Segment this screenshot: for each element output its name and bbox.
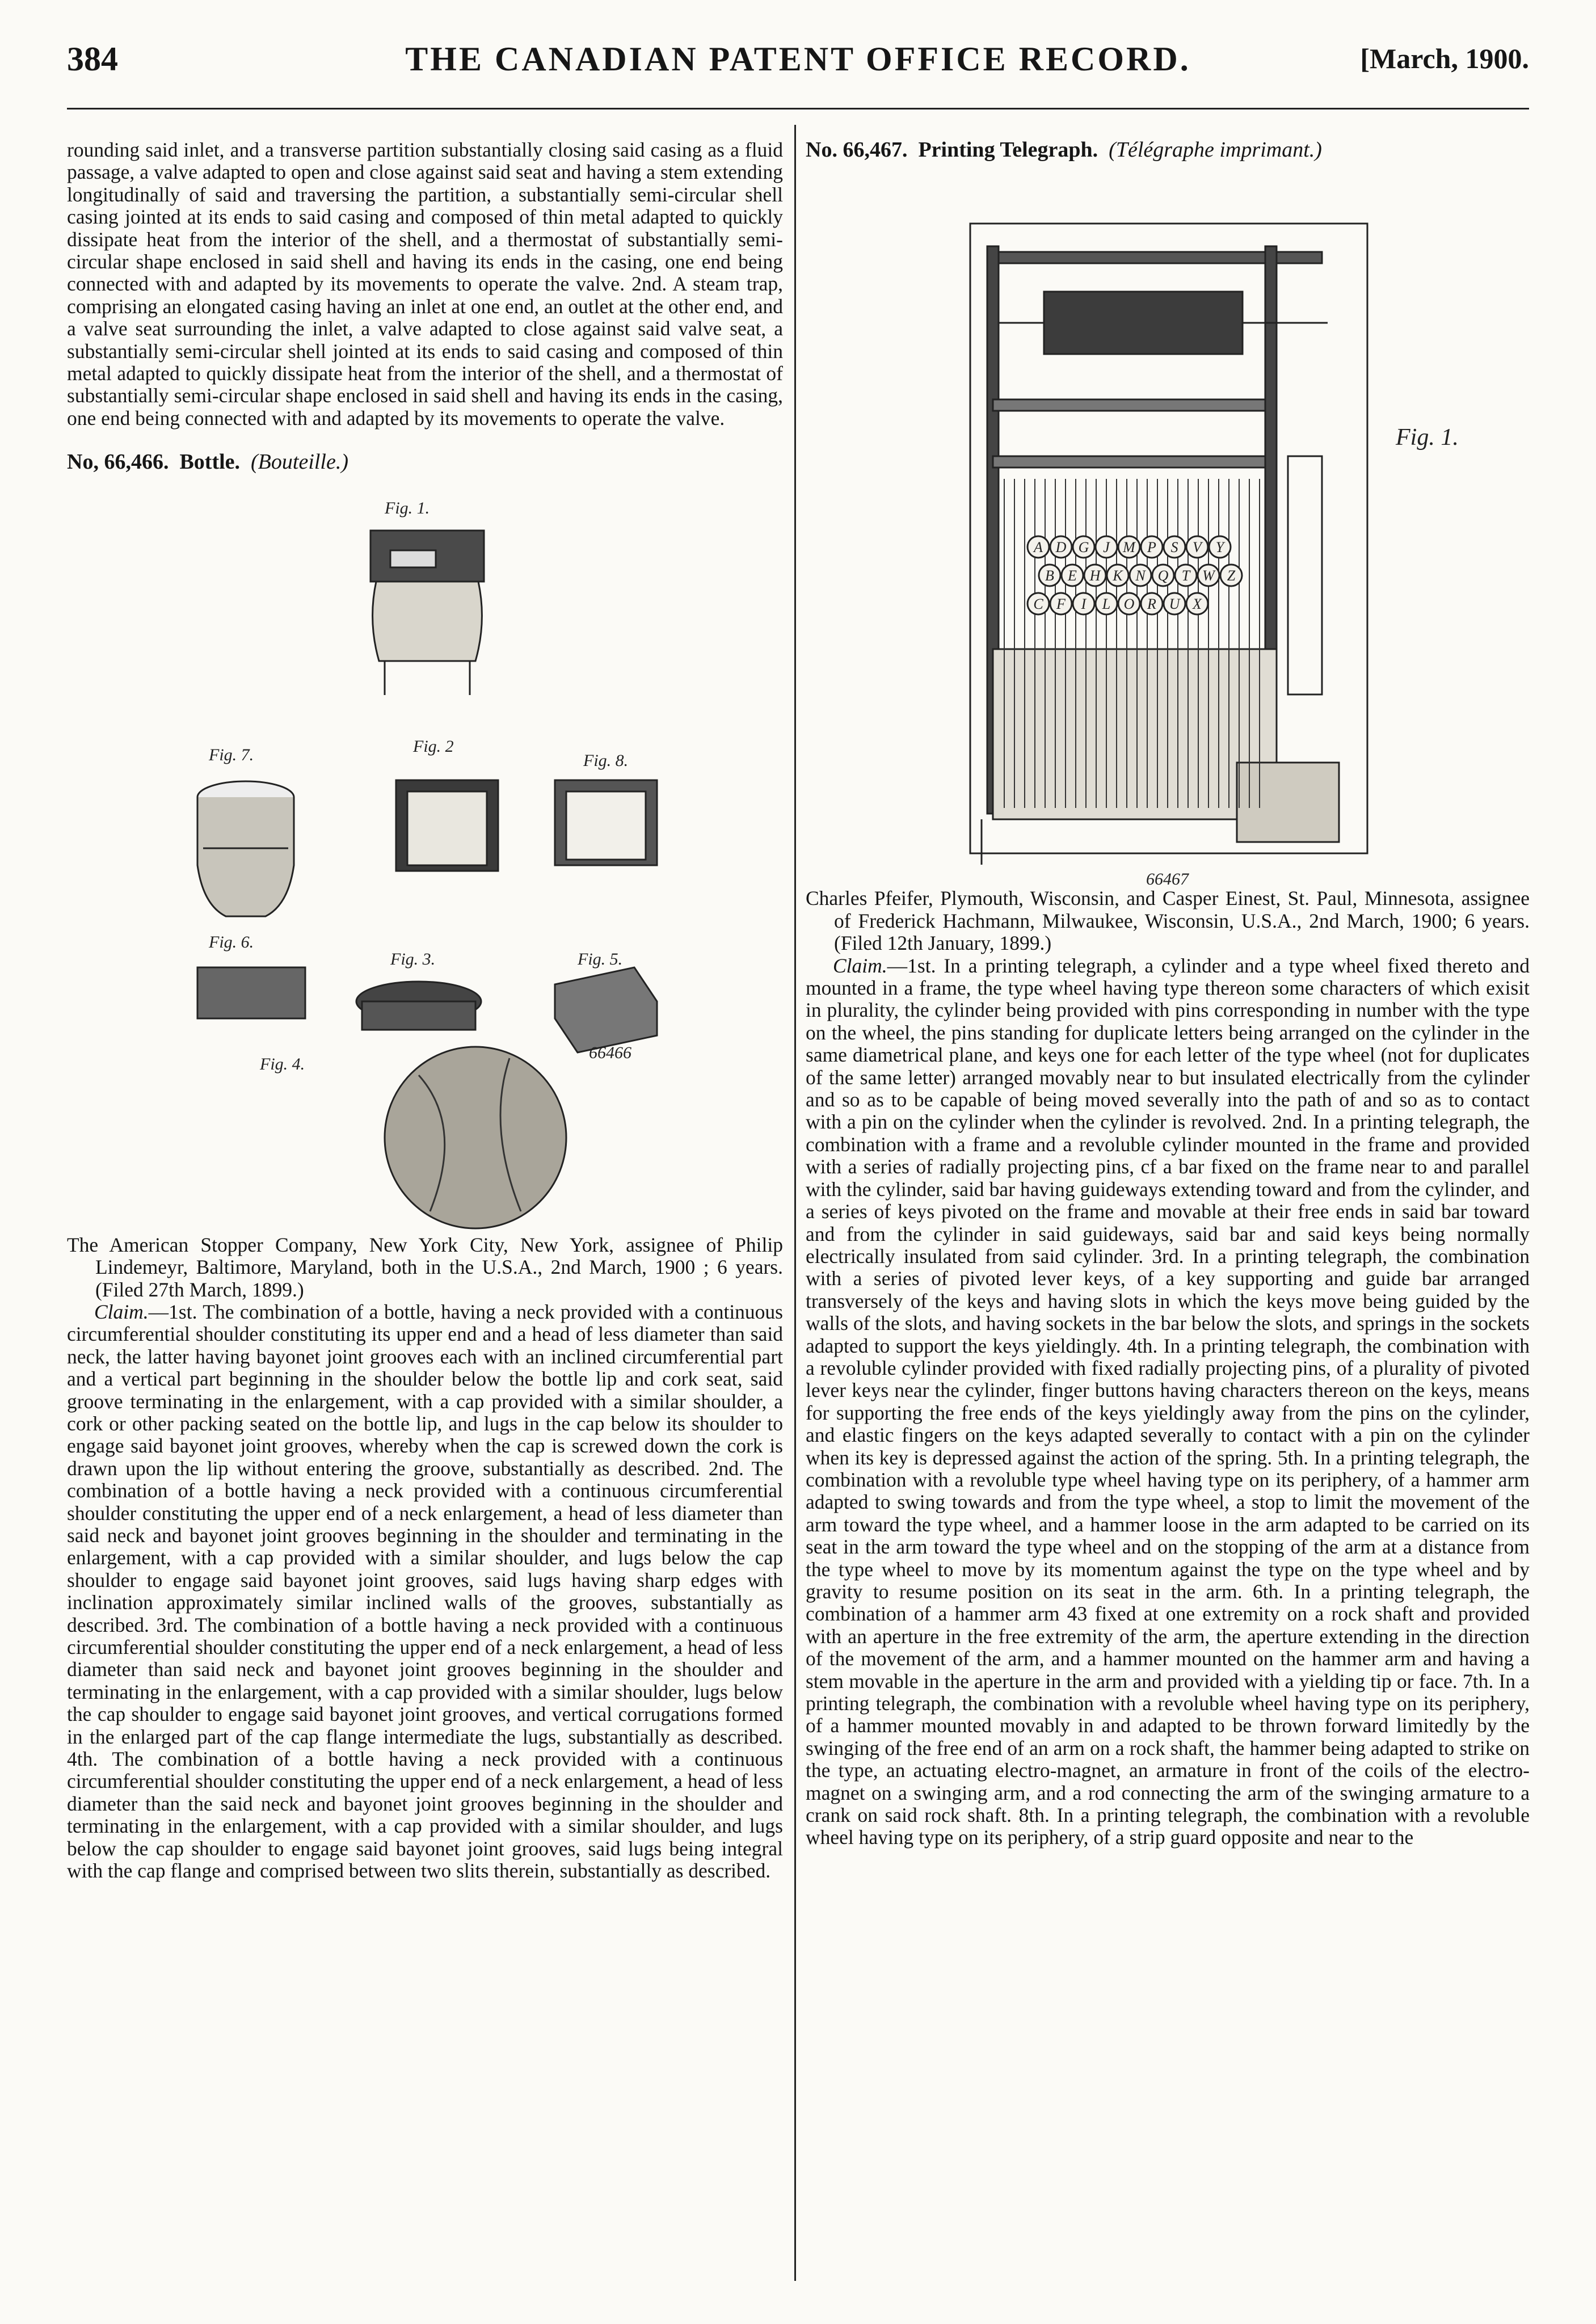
figure-serial: 66466: [589, 1043, 631, 1062]
fig-3-label: Fig. 3.: [390, 949, 436, 969]
key-letter: S: [1170, 539, 1178, 556]
figure-serial: 66467: [1146, 870, 1189, 888]
right-column: [806, 139, 1530, 1849]
key-letter: N: [1135, 567, 1146, 584]
key-letter: B: [1045, 567, 1054, 584]
key-letter: W: [1202, 567, 1215, 584]
claim-text: —1st. In a printing telegraph, a cylinder and a type wheel fixed thereto and mounted in a frame, the type wheel having type thereon some characters of which exisit in plurality, the cylinder being provided with pins corresponding in number with the type on the wheel, the pins standing for duplicate letters being arranged on the cylinder in the same diametrical plane, and keys one for each letter of the type wheel (not for duplicates of the same letter) arranged movably near to but insulated electrically from the cylinder and so as to be capable of being moved severally into the path of and so as to contact with a pin on the cylinder when the cylinder is revolved. 2nd. In a printing telegraph, the combination with a frame and a revoluble cylinder mounted in the frame and provided with a series of radially projecting pins, cf a bar fixed on the frame near to and parallel with the cylinder, said bar having guideways extending toward and from the cylinder, and a series of keys pivoted on the frame and movable at their free ends in said bar toward and from the cylinder in said guideways, said bar and said keys being normally electrically insulated from said cylinder. 3rd. In a printing telegraph, the combination with a series of pivoted lever keys, of a key supporting and guide bar arranged transversely of the keys and having slots in which the keys move being guided by the walls of the slots, and having sockets in the bar below the slots, and springs in the sockets adapted to support the keys yieldingly. 4th. In a printing telegraph, the combination with a revoluble cylinder provided with fixed radially projecting pins, of a plurality of pivoted lever keys near the cylinder, finger buttons having characters thereon on the keys, means for supporting the free ends of the keys yieldingly away from the pins on the cylinder, and elastic fingers on the keys adapted severally to contact with a pin on the cylinder when its key is depressed against the action of the spring. 5th. In a printing telegraph, the combination with a revoluble type wheel having type on its periphery, of a hammer arm adapted to swing towards and from the type wheel, a stop to limit the movement of the arm toward the type wheel, and a hammer loose in the arm adapted to be carried on its seat in the arm toward the type wheel and on the stopping of the arm at a distance from the type wheel to move by its momentum against the type on the type wheel and by gravity to resume position on its seat in the arm. 6th. In a printing telegraph, the combination of a hammer arm 43 fixed at one extremity on a rock shaft and provided with an aperture in the free extremity of the arm, the aperture extending in the direction of the movement of the arm, and a hammer mounted on the hammer arm and having a stem movable in the aperture in the arm and provided with a yielding tip or face. 7th. In a printing telegraph, the combination with a revoluble wheel having type on its periphery, of a hammer mounted movably in and adapted to be thrown forward limitedly by the swinging of the free end of an arm on a rock shaft, the hammer being adapted to strike on the type, an actuating electro-magnet, an armature in front of the coils of the electro-magnet on a swinging arm, and a rod connecting the arm of the swinging armature to a crank on said rock shaft. 8th. In a printing telegraph, the combination with a revoluble wheel having type on its periphery, of a strip guard opposite and near to the: [806, 954, 1530, 1849]
key-letter: V: [1193, 539, 1202, 556]
key-letter: I: [1081, 596, 1087, 613]
patent-title: Bottle.: [179, 450, 241, 474]
key-letter: M: [1123, 539, 1135, 556]
key-letter: R: [1147, 596, 1156, 613]
key-letter: X: [1193, 596, 1202, 613]
key-letter: K: [1113, 567, 1123, 584]
fig-1-label: Fig. 1.: [1396, 424, 1459, 451]
claim-label: Claim.: [94, 1300, 149, 1323]
fig-8-label: Fig. 8.: [583, 751, 629, 770]
patent-french-title: (Bouteille.): [251, 450, 349, 474]
issue-date: [March, 1900.: [1360, 43, 1529, 74]
column-divider: [794, 125, 796, 2281]
claim-label: Claim.: [833, 954, 887, 977]
claims-66466: [67, 1301, 783, 1883]
key-letter: G: [1078, 539, 1089, 556]
header-rule: [67, 108, 1529, 110]
fig-5-label: Fig. 5.: [578, 949, 623, 969]
key-letter: C: [1033, 596, 1043, 613]
bottle-drawing: [67, 474, 783, 1234]
bottle-figure: [67, 474, 783, 1234]
assignee-66467: Charles Pfeifer, Plymouth, Wisconsin, and Casper Einest, St. Paul, Minnesota, assignee of Frederick Hachmann, Milwaukee, Wisconsin, U.S.A., 2nd March, 1900; 6 years. (Filed 12th January, 1899.): [806, 887, 1530, 955]
key-letter: J: [1103, 539, 1110, 556]
key-letter: Q: [1157, 567, 1169, 584]
key-letter: D: [1055, 539, 1067, 556]
telegraph-drawing: [806, 161, 1530, 887]
fig-6-label: Fig. 6.: [209, 932, 254, 952]
publication-title: THE CANADIAN PATENT OFFICE RECORD.: [405, 40, 1191, 78]
key-letter: P: [1147, 539, 1156, 556]
key-letter: O: [1123, 596, 1135, 613]
key-letter: Y: [1215, 539, 1224, 556]
key-letter: H: [1089, 567, 1101, 584]
left-column: [67, 139, 783, 1882]
fig-4-label: Fig. 4.: [260, 1054, 305, 1073]
key-letter: Z: [1227, 567, 1236, 584]
continuation-text: rounding said inlet, and a transverse partition substantially closing said casing as a fluid passage, a valve adapted to open and close against said seat and having a stem extending longitudinally of said and traversing the partition, a substantially semi-circular shell casing jointed at its ends to said casing and composed of thin metal adapted to quickly dissipate heat from the interior of the shell, and a thermostat of substantially semi-circular shape enclosed in said shell and having its ends in the casing, one end being connected with and adapted by its movements to operate the valve. 2nd. A steam trap, comprising an elongated casing having an inlet at one end, an outlet at the other end, and a valve seat surrounding the inlet, a valve adapted to close against said valve seat, a substantially semi-circular shell jointed at its ends to said casing and composed of thin metal adapted to quickly dissipate heat from the interior of the shell, and a thermostat of substantially semi-circular shape enclosed in said shell and having its ends in the casing, one end being connected with and adapted by its movements to operate the valve.: [67, 138, 783, 430]
key-letter: A: [1034, 539, 1043, 556]
claim-text: —1st. The combination of a bottle, having a neck provided with a continuous circumferential shoulder constituting its upper end and a head of less diameter than said neck, the latter having bayonet joint grooves each with an inclined circumferential part and a vertical part beginning in the shoulder below the bottle lip and cork seat, said groove terminating in the enlargement, with a cap provided with a similar shoulder, a cork or other packing seated on the bottle lip, and lugs in the cap below its shoulder to engage said bayonet joint grooves, whereby when the cap is screwed down the cork is drawn upon the lip without entering the groove, substantially as described. 2nd. The combination of a bottle having a neck provided with a continuous circumferential shoulder constituting the upper end of a neck enlargement, a head of less diameter than said neck and bayonet joint grooves beginning in the shoulder and terminating in the enlargement, with a cap provided with a similar shoulder, and lugs below the cap shoulder to engage said bayonet joint grooves, said lugs having sharp edges with inclination approximately similar inclined walls of the grooves, substantially as described. 3rd. The combination of a bottle having a neck provided with a continuous circumferential shoulder constituting the upper end of a neck enlargement, a head of less diameter than said neck and bayonet joint grooves beginning in the shoulder and terminating in the enlargement, with a cap provided with a similar shoulder, lugs below the cap shoulder to engage said bayonet joint grooves, and vertical corrugations formed in the enlarged part of the cap flange intermediate the lugs, substantially as described. 4th. The combination of a bottle having a neck provided with a continuous circumferential shoulder constituting the upper end of a neck enlargement, a head of less diameter than the said neck and bayonet joint grooves beginning in the shoulder and terminating in the enlargement, with a cap provided with a similar shoulder, and lugs below the cap shoulder to engage said bayonet joint grooves, said lugs being integral with the cap flange and comprised between two slits therein, substantially as described.: [67, 1300, 783, 1883]
patent-number: No, 66,466.: [67, 450, 169, 474]
fig-1-label: Fig. 1.: [385, 498, 430, 517]
claims-66467: [806, 955, 1530, 1849]
assignee-66466: The American Stopper Company, New York City, New York, assignee of Philip Lindemeyr, Baltimore, Maryland, both in the U.S.A., 2nd March, 1900 ; 6 years. (Filed 27th March, 1899.): [67, 1233, 783, 1301]
fig-7-label: Fig. 7.: [209, 745, 254, 764]
page-number: 384: [67, 40, 118, 78]
key-letter: E: [1068, 567, 1077, 584]
key-letter: F: [1056, 596, 1066, 613]
patent-number: No. 66,467.: [806, 138, 908, 162]
key-letter: U: [1169, 596, 1180, 613]
key-letter: T: [1181, 567, 1190, 584]
patent-heading-66466: [67, 451, 783, 473]
telegraph-figure: [806, 161, 1530, 887]
fig-2-label: Fig. 2: [413, 736, 454, 756]
page-header: [0, 40, 1596, 91]
patent-heading-66467: [806, 139, 1530, 161]
key-letter: L: [1102, 596, 1111, 613]
patent-french-title: (Télégraphe imprimant.): [1109, 138, 1322, 162]
patent-title: Printing Telegraph.: [918, 138, 1098, 162]
